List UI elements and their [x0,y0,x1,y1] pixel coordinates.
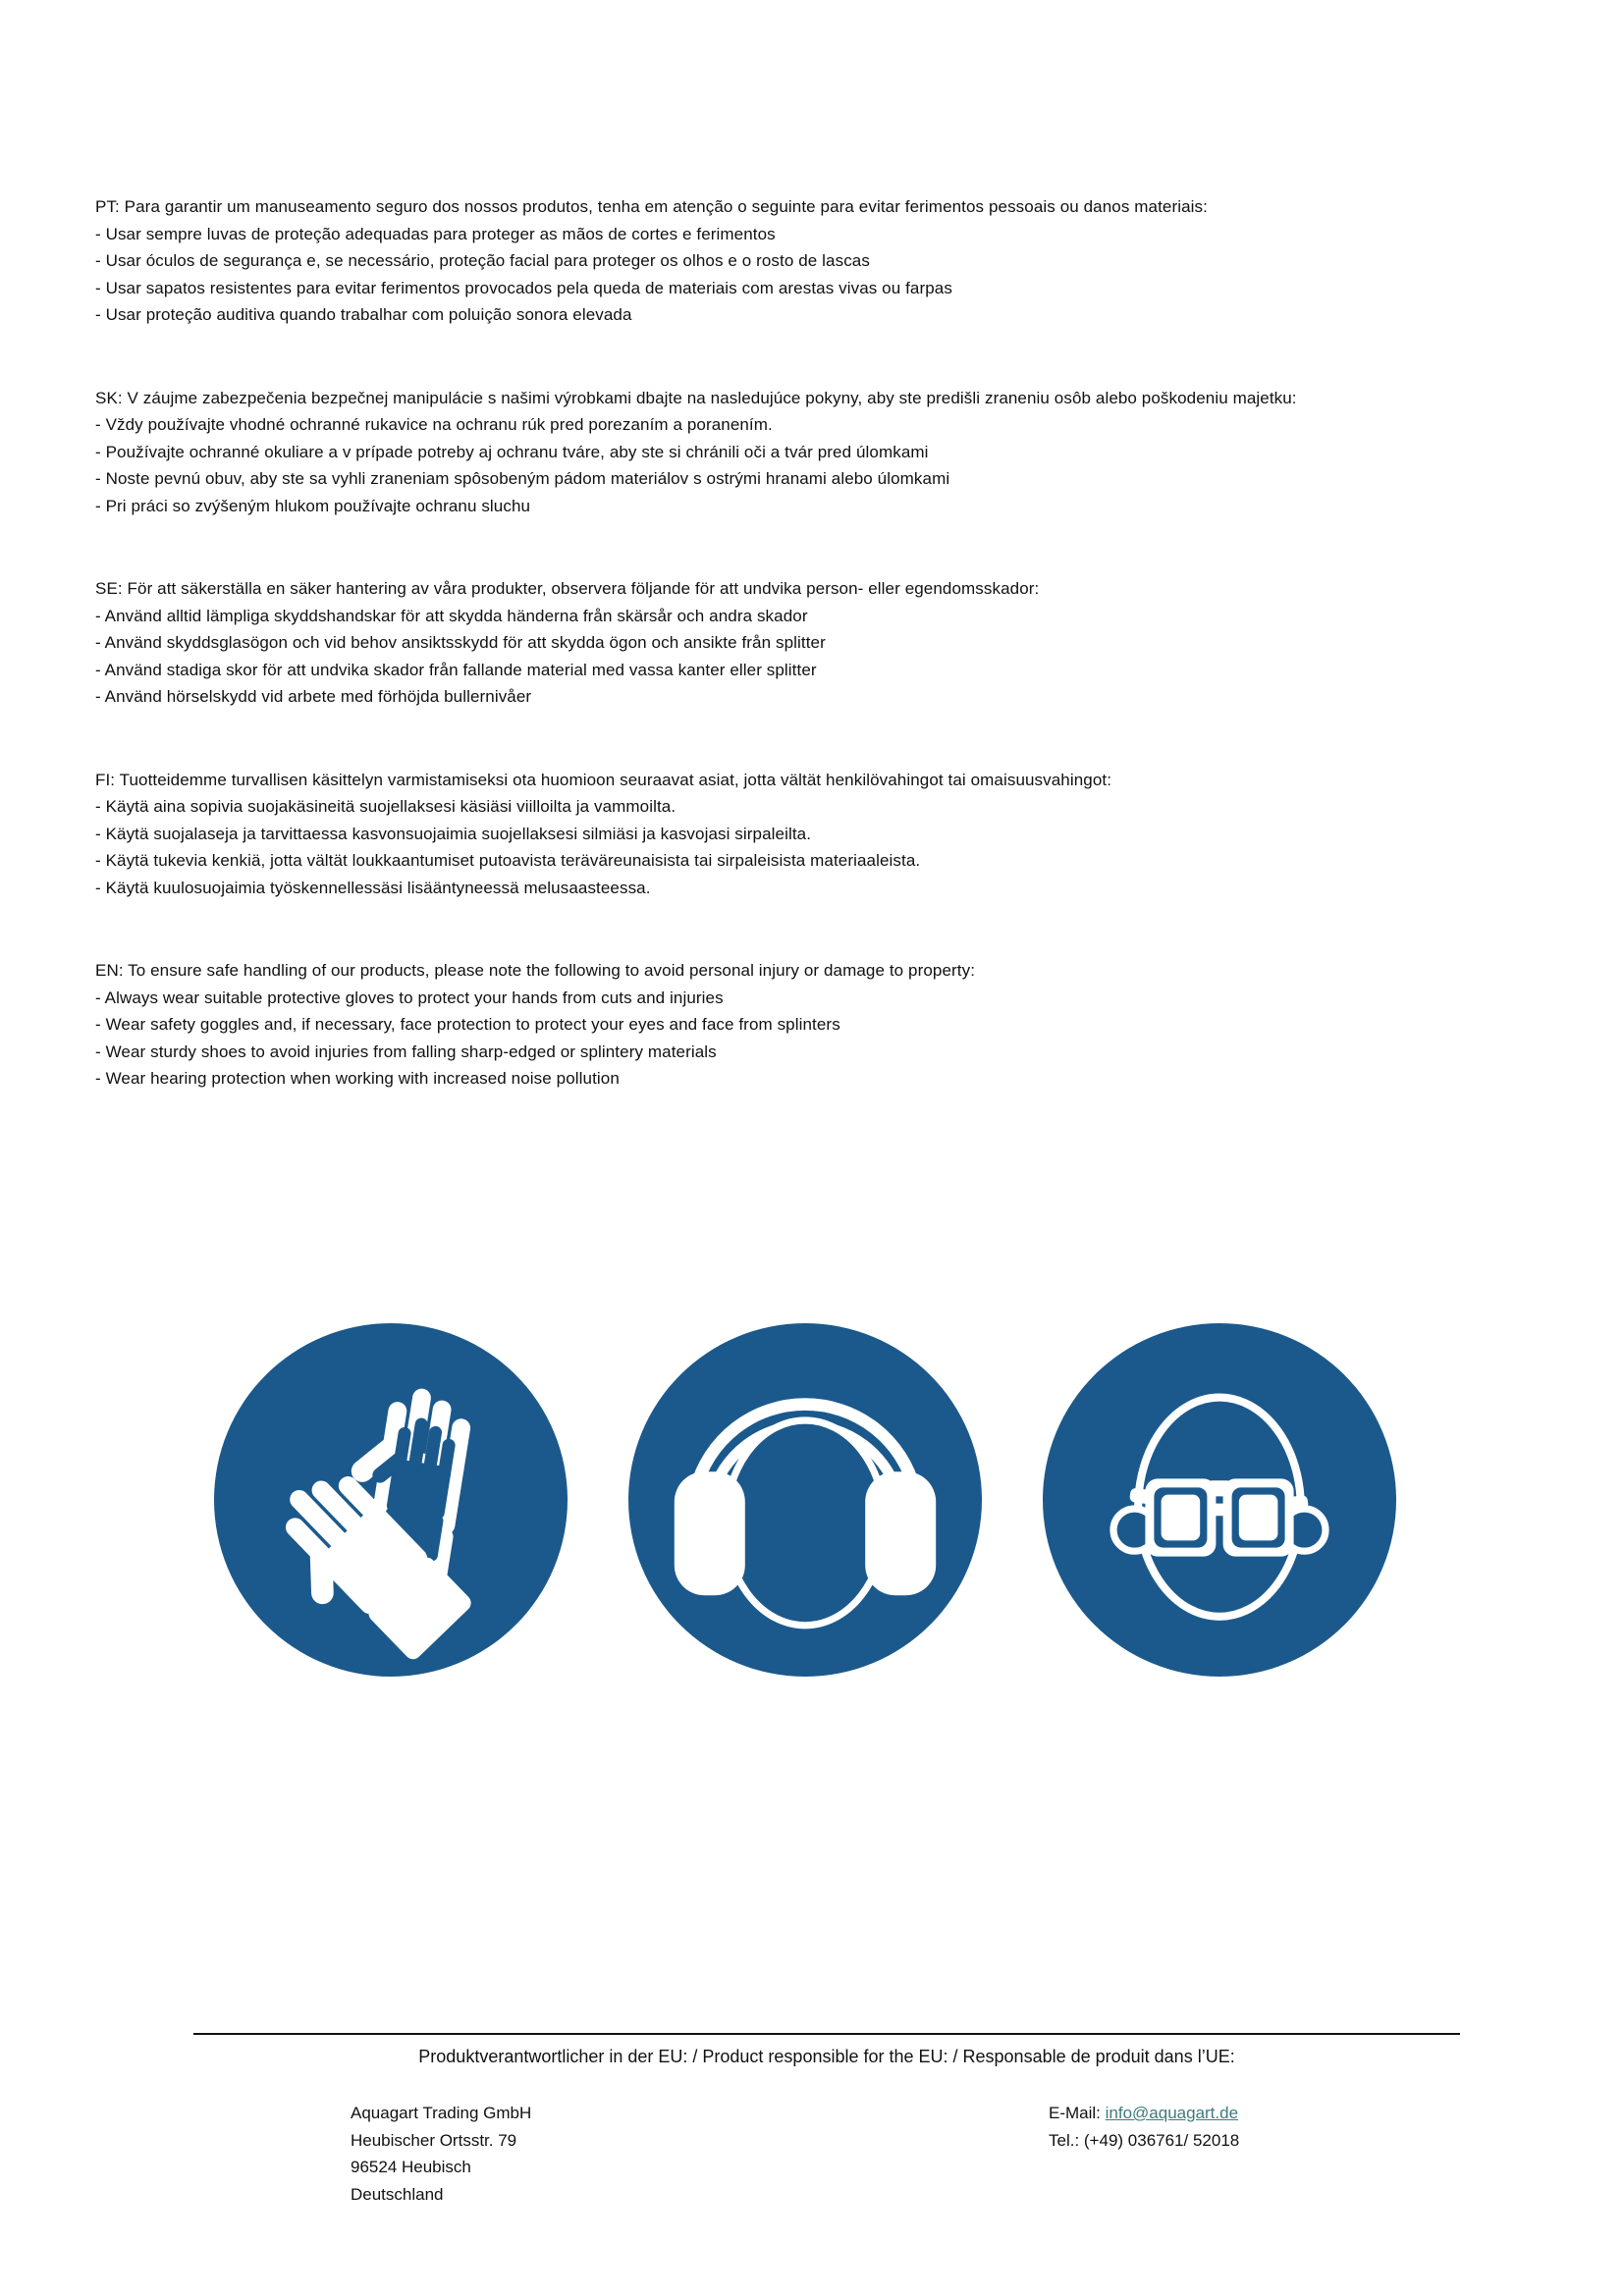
footer-divider [193,2033,1460,2035]
bullet-line: - Käytä suojalaseja ja tarvittaessa kasvonsuojaimia suojellaksesi silmiäsi ja kasvojasi sirpaleilta. [95,824,812,843]
bullet-line: - Käytä kuulosuojaimia työskennellessäsi lisääntyneessä melusaasteessa. [95,878,651,897]
phone-number: Tel.: (+49) 036761/ 52018 [1049,2130,1240,2150]
company-city: 96524 Heubisch [351,2158,471,2176]
bullet-line: - Usar óculos de segurança e, se necessário, proteção facial para proteger os olhos e o rosto de lascas [95,251,870,270]
section-header-en: EN: To ensure safe handling of our products, please note the following to avoid personal injury or damage to property: [95,961,976,980]
email-row [1049,2100,1239,2127]
bullet-line: - Wear safety goggles and, if necessary, face protection to protect your eyes and face from splinters [95,1015,840,1034]
wear-eye-protection-icon [1043,1323,1396,1677]
email-label: E-Mail: [1049,2104,1106,2122]
footer-heading: Produktverantwortlicher in der EU: / Product responsible for the EU: / Responsable de produit dans l’UE: [418,2047,1235,2066]
bullet-line: - Käytä aina sopivia suojakäsineitä suojellaksesi käsiäsi viilloilta ja vammoilta. [95,797,677,816]
bullet-line: - Wear hearing protection when working with increased noise pollution [95,1069,620,1088]
company-street: Heubischer Ortsstr. 79 [351,2130,517,2150]
bullet-line: - Använd stadiga skor för att undvika skador från fallande material med vassa kanter eller splitter [95,660,817,679]
bullet-line: - Pri práci so zvýšeným hlukom používajte ochranu sluchu [95,496,531,515]
email-link[interactable]: info@aquagart.de [1105,2104,1239,2122]
section-en [95,957,1297,1093]
wear-protective-gloves-icon [214,1323,568,1677]
bullet-line: - Always wear suitable protective gloves to protect your hands from cuts and injuries [95,988,724,1007]
company-address [351,2100,531,2208]
bullet-line: - Wear sturdy shoes to avoid injuries from falling sharp-edged or splintery materials [95,1041,717,1061]
bullet-line: - Använd alltid lämpliga skyddshandskar för att skydda händerna från skärsår och andra skador [95,606,808,625]
contact-info [1049,2100,1239,2154]
bullet-line: - Noste pevnú obuv, aby ste sa vyhli zraneniam spôsobeným pádom materiálov s ostrými hranami alebo úlomkami [95,469,950,488]
bullet-line: - Använd hörselskydd vid arbete med förhöjda bullernivåer [95,687,532,706]
bullet-line: - Vždy používajte vhodné ochranné rukavice na ochranu rúk pred porezaním a poranením. [95,415,773,434]
bullet-line: - Käytä tukevia kenkiä, jotta vältät loukkaantumiset putoavista teräväreunaisista tai sirpaleisista materiaaleista. [95,851,921,870]
bullet-line: - Usar sapatos resistentes para evitar ferimentos provocados pela queda de materiais com arestas vivas ou farpas [95,278,952,297]
section-header-pt: PT: Para garantir um manuseamento seguro dos nossos produtos, tenha em atenção o seguinte para evitar ferimentos pessoais ou danos materiais: [95,197,1208,216]
pictogram-row [214,1323,1396,1677]
section-header-sk: SK: V záujme zabezpečenia bezpečnej manipulácie s našimi výrobkami dbajte na nasledujúce pokyny, aby ste predišli zraneniu osôb alebo poškodeniu majetku: [95,388,1297,407]
section-header-fi: FI: Tuotteidemme turvallisen käsittelyn varmistamiseksi ota huomioon seuraavat asiat, jotta vältät henkilövahingot tai omaisuusvahingot: [95,770,1112,789]
section-header-se: SE: För att säkerställa en säker hantering av våra produkter, observera följande för att undvika person- eller egendomsskador: [95,579,1040,598]
company-name: Aquagart Trading GmbH [351,2104,532,2122]
bullet-line: - Usar proteção auditiva quando trabalhar com poluição sonora elevada [95,305,632,324]
footer [193,2033,1460,2070]
section-fi [95,767,1297,902]
bullet-line: - Använd skyddsglasögon och vid behov ansiktsskydd för att skydda ögon och ansikte från splitter [95,633,826,652]
section-se [95,575,1297,711]
instructions-text-column [95,193,1297,1148]
bullet-line: - Usar sempre luvas de proteção adequadas para proteger as mãos de cortes e ferimentos [95,224,776,243]
bullet-line: - Používajte ochranné okuliare a v prípade potreby aj ochranu tváre, aby ste si chránili oči a tvár pred úlomkami [95,442,929,461]
company-country: Deutschland [351,2184,444,2204]
section-pt [95,193,1297,329]
section-sk [95,385,1297,520]
wear-ear-protection-icon [628,1323,982,1677]
